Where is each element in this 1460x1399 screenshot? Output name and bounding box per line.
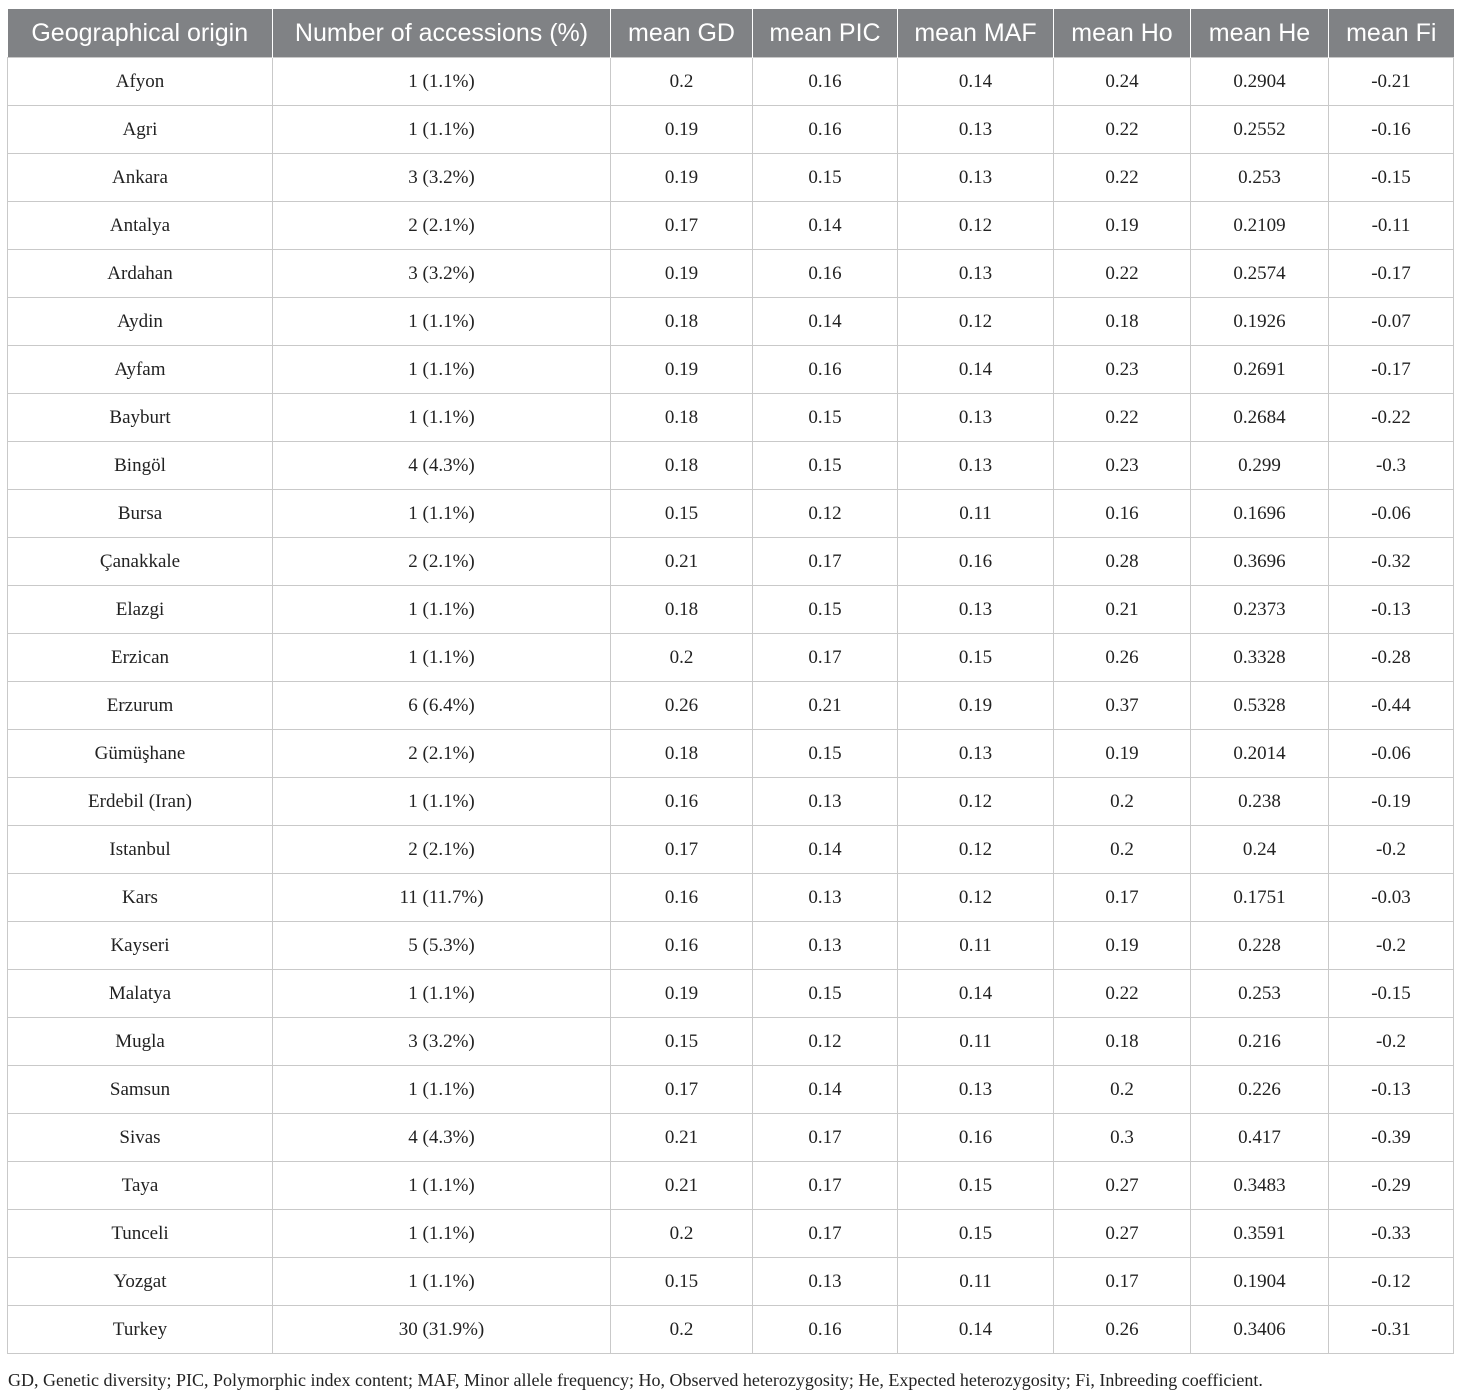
table-cell: 0.3696 [1191,538,1329,586]
table-cell: 0.16 [611,874,753,922]
table-cell: 0.19 [1054,922,1191,970]
table-row [8,1306,1454,1354]
table-cell: -0.13 [1329,586,1454,634]
table-cell: 0.13 [753,922,898,970]
table-row [8,1114,1454,1162]
table-cell: 0.12 [898,298,1054,346]
table-cell: Çanakkale [8,538,273,586]
table-cell: Bursa [8,490,273,538]
table-cell: 0.26 [1054,634,1191,682]
table-cell: 0.19 [611,346,753,394]
table-cell: 1 (1.1%) [273,58,611,106]
table-cell: Ayfam [8,346,273,394]
table-cell: 0.16 [753,58,898,106]
table-cell: 1 (1.1%) [273,298,611,346]
table-cell: 0.2 [1054,778,1191,826]
table-cell: 0.17 [753,1114,898,1162]
table-cell: 0.16 [1054,490,1191,538]
table-cell: Afyon [8,58,273,106]
table-cell: Sivas [8,1114,273,1162]
table-row [8,202,1454,250]
table-row [8,442,1454,490]
table-cell: -0.33 [1329,1210,1454,1258]
table-cell: 0.228 [1191,922,1329,970]
table-cell: 0.15 [898,634,1054,682]
table-cell: 3 (3.2%) [273,154,611,202]
table-row [8,106,1454,154]
table-cell: 0.17 [1054,874,1191,922]
table-row [8,874,1454,922]
table-row [8,250,1454,298]
table-row [8,922,1454,970]
table-cell: -0.21 [1329,58,1454,106]
table-cell: 0.26 [1054,1306,1191,1354]
table-row [8,778,1454,826]
table-cell: 0.22 [1054,106,1191,154]
table-cell: Antalya [8,202,273,250]
table-cell: 0.15 [753,442,898,490]
column-header: Geographical origin [8,9,273,58]
table-cell: 0.14 [753,826,898,874]
table-cell: 0.14 [898,346,1054,394]
table-cell: Gümüşhane [8,730,273,778]
table-cell: 0.16 [753,106,898,154]
table-cell: 0.21 [611,1162,753,1210]
table-cell: -0.15 [1329,154,1454,202]
table-cell: Kayseri [8,922,273,970]
table-cell: 6 (6.4%) [273,682,611,730]
table-cell: 0.11 [898,490,1054,538]
table-cell: 0.15 [753,154,898,202]
table-cell: 0.19 [1054,202,1191,250]
table-cell: 0.17 [753,634,898,682]
table-cell: 11 (11.7%) [273,874,611,922]
table-cell: 0.13 [753,778,898,826]
table-cell: 0.1926 [1191,298,1329,346]
table-cell: 0.2904 [1191,58,1329,106]
table-cell: 0.2109 [1191,202,1329,250]
table-row [8,538,1454,586]
table-cell: 0.18 [611,394,753,442]
table-cell: Samsun [8,1066,273,1114]
table-cell: 0.17 [611,202,753,250]
table-cell: 0.16 [898,538,1054,586]
table-row [8,1066,1454,1114]
column-header: mean Ho [1054,9,1191,58]
table-cell: -0.15 [1329,970,1454,1018]
table-row [8,58,1454,106]
table-cell: 4 (4.3%) [273,1114,611,1162]
table-cell: -0.07 [1329,298,1454,346]
table-cell: 30 (31.9%) [273,1306,611,1354]
table-cell: Aydin [8,298,273,346]
table-cell: 0.27 [1054,1210,1191,1258]
table-cell: 0.2 [611,58,753,106]
table-cell: 0.12 [898,778,1054,826]
table-cell: 3 (3.2%) [273,250,611,298]
table-cell: -0.12 [1329,1258,1454,1306]
table-cell: -0.31 [1329,1306,1454,1354]
table-cell: -0.17 [1329,346,1454,394]
table-cell: 0.21 [1054,586,1191,634]
table-cell: 0.12 [753,490,898,538]
table-cell: 1 (1.1%) [273,490,611,538]
table-cell: Turkey [8,1306,273,1354]
table-cell: Istanbul [8,826,273,874]
table-header [8,9,1454,58]
table-cell: 0.11 [898,1018,1054,1066]
table-cell: -0.32 [1329,538,1454,586]
table-cell: Tunceli [8,1210,273,1258]
table-cell: 0.299 [1191,442,1329,490]
table-cell: 0.21 [611,1114,753,1162]
table-cell: -0.17 [1329,250,1454,298]
table-cell: 0.2 [1054,1066,1191,1114]
table-cell: 0.18 [611,730,753,778]
table-cell: 0.24 [1191,826,1329,874]
table-cell: 1 (1.1%) [273,778,611,826]
table-row [8,1210,1454,1258]
table-cell: 0.16 [611,778,753,826]
table-cell: -0.3 [1329,442,1454,490]
table-cell: 0.17 [1054,1258,1191,1306]
table-cell: Malatya [8,970,273,1018]
table-cell: 0.27 [1054,1162,1191,1210]
table-cell: -0.06 [1329,490,1454,538]
table-cell: -0.16 [1329,106,1454,154]
table-cell: 1 (1.1%) [273,106,611,154]
table-cell: 1 (1.1%) [273,1258,611,1306]
table-cell: -0.39 [1329,1114,1454,1162]
table-cell: 0.14 [898,58,1054,106]
table-cell: 0.19 [898,682,1054,730]
table-footnote: GD, Genetic diversity; PIC, Polymorphic index content; MAF, Minor allele frequency; Ho, Observed heterozygosity; He, Expected heterozygosity; Fi, Inbreeding coefficient. [8,1370,1263,1390]
table-cell: Erdebil (Iran) [8,778,273,826]
table-cell: 0.3 [1054,1114,1191,1162]
table-cell: 0.23 [1054,346,1191,394]
table-cell: Taya [8,1162,273,1210]
table-cell: 0.253 [1191,970,1329,1018]
table-cell: 0.2014 [1191,730,1329,778]
table-cell: 0.15 [611,490,753,538]
table-cell: 1 (1.1%) [273,1210,611,1258]
table-cell: -0.06 [1329,730,1454,778]
table-cell: 0.238 [1191,778,1329,826]
table-cell: 0.19 [611,250,753,298]
table-cell: Kars [8,874,273,922]
column-header: mean PIC [753,9,898,58]
table-row [8,730,1454,778]
table-cell: 0.3406 [1191,1306,1329,1354]
table-cell: 0.15 [611,1258,753,1306]
table-cell: 1 (1.1%) [273,394,611,442]
table-cell: 0.14 [898,1306,1054,1354]
table-cell: 0.417 [1191,1114,1329,1162]
table-cell: 0.253 [1191,154,1329,202]
table-cell: -0.03 [1329,874,1454,922]
table-cell: 0.16 [611,922,753,970]
table-cell: 0.15 [898,1210,1054,1258]
table-cell: 0.13 [898,394,1054,442]
table-cell: 0.2691 [1191,346,1329,394]
table-cell: 1 (1.1%) [273,970,611,1018]
column-header: mean Fi [1329,9,1454,58]
table-cell: 0.37 [1054,682,1191,730]
table-cell: 2 (2.1%) [273,538,611,586]
table-cell: 0.12 [753,1018,898,1066]
table-cell: 1 (1.1%) [273,634,611,682]
table-cell: 4 (4.3%) [273,442,611,490]
table-cell: 0.13 [753,1258,898,1306]
table-cell: -0.13 [1329,1066,1454,1114]
table-row [8,1258,1454,1306]
table-cell: 0.16 [753,250,898,298]
table-cell: 0.17 [611,1066,753,1114]
table-cell: 0.2 [611,634,753,682]
table-cell: 0.14 [898,970,1054,1018]
table-body [8,58,1454,1354]
table-cell: -0.11 [1329,202,1454,250]
table-cell: 2 (2.1%) [273,202,611,250]
table-cell: 0.17 [753,1162,898,1210]
table-cell: 0.15 [753,730,898,778]
table-cell: 0.15 [753,394,898,442]
table-cell: 0.12 [898,874,1054,922]
table-cell: 0.2373 [1191,586,1329,634]
table-cell: 0.1751 [1191,874,1329,922]
table-cell: 0.2 [611,1306,753,1354]
table-cell: 0.13 [898,1066,1054,1114]
data-table-container [7,9,1453,1354]
table-cell: -0.2 [1329,826,1454,874]
table-row [8,826,1454,874]
table-cell: 0.5328 [1191,682,1329,730]
table-cell: 0.15 [611,1018,753,1066]
table-cell: 0.18 [611,298,753,346]
table-row [8,970,1454,1018]
table-cell: -0.44 [1329,682,1454,730]
table-cell: 0.22 [1054,250,1191,298]
table-cell: 0.13 [898,154,1054,202]
table-cell: 0.11 [898,1258,1054,1306]
table-cell: 0.15 [898,1162,1054,1210]
table-cell: 1 (1.1%) [273,586,611,634]
table-cell: 0.11 [898,922,1054,970]
table-cell: 0.12 [898,826,1054,874]
table-cell: 0.18 [611,442,753,490]
column-header: mean MAF [898,9,1054,58]
table-cell: 1 (1.1%) [273,1162,611,1210]
table-cell: 0.13 [753,874,898,922]
table-cell: -0.22 [1329,394,1454,442]
table-cell: 0.19 [611,106,753,154]
genetic-diversity-table [7,9,1454,1354]
table-cell: 0.3591 [1191,1210,1329,1258]
table-row [8,346,1454,394]
table-row [8,298,1454,346]
table-cell: 0.2 [611,1210,753,1258]
table-row [8,394,1454,442]
table-cell: 0.18 [1054,298,1191,346]
table-cell: 0.18 [1054,1018,1191,1066]
table-row [8,490,1454,538]
table-cell: 0.3328 [1191,634,1329,682]
table-cell: 0.22 [1054,154,1191,202]
table-cell: 0.2552 [1191,106,1329,154]
table-cell: 0.226 [1191,1066,1329,1114]
table-cell: Elazgi [8,586,273,634]
table-cell: 0.13 [898,250,1054,298]
table-cell: 0.26 [611,682,753,730]
table-cell: 0.17 [753,1210,898,1258]
table-cell: 0.19 [611,970,753,1018]
table-cell: 3 (3.2%) [273,1018,611,1066]
table-row [8,682,1454,730]
table-cell: 2 (2.1%) [273,826,611,874]
table-row [8,1018,1454,1066]
table-cell: 0.28 [1054,538,1191,586]
table-cell: 0.17 [753,538,898,586]
table-cell: 0.16 [753,1306,898,1354]
table-cell: 0.216 [1191,1018,1329,1066]
table-cell: 0.23 [1054,442,1191,490]
table-cell: 0.18 [611,586,753,634]
table-cell: 0.3483 [1191,1162,1329,1210]
table-cell: 0.17 [611,826,753,874]
table-cell: 0.13 [898,586,1054,634]
table-cell: 0.19 [611,154,753,202]
table-cell: -0.19 [1329,778,1454,826]
table-cell: -0.2 [1329,922,1454,970]
table-cell: 5 (5.3%) [273,922,611,970]
table-row [8,154,1454,202]
table-cell: 0.2684 [1191,394,1329,442]
table-cell: 0.15 [753,970,898,1018]
table-cell: Ardahan [8,250,273,298]
table-cell: 2 (2.1%) [273,730,611,778]
table-row [8,634,1454,682]
column-header: mean He [1191,9,1329,58]
table-row [8,586,1454,634]
table-cell: 0.22 [1054,970,1191,1018]
table-cell: Bingöl [8,442,273,490]
table-cell: Mugla [8,1018,273,1066]
table-cell: 0.16 [898,1114,1054,1162]
table-cell: Yozgat [8,1258,273,1306]
table-cell: Bayburt [8,394,273,442]
table-cell: 0.13 [898,442,1054,490]
table-row [8,1162,1454,1210]
table-cell: 0.15 [753,586,898,634]
table-cell: 0.14 [753,202,898,250]
table-cell: 0.2 [1054,826,1191,874]
table-cell: 0.14 [753,298,898,346]
table-cell: 0.13 [898,106,1054,154]
table-cell: 1 (1.1%) [273,1066,611,1114]
table-cell: 1 (1.1%) [273,346,611,394]
table-cell: 0.14 [753,1066,898,1114]
table-cell: 0.19 [1054,730,1191,778]
table-cell: 0.13 [898,730,1054,778]
table-cell: -0.2 [1329,1018,1454,1066]
table-cell: 0.21 [753,682,898,730]
table-cell: -0.28 [1329,634,1454,682]
table-cell: 0.21 [611,538,753,586]
table-cell: -0.29 [1329,1162,1454,1210]
table-cell: Ankara [8,154,273,202]
table-cell: 0.22 [1054,394,1191,442]
table-cell: 0.2574 [1191,250,1329,298]
table-cell: Erzurum [8,682,273,730]
table-cell: Erzican [8,634,273,682]
table-cell: 0.1696 [1191,490,1329,538]
table-cell: 0.24 [1054,58,1191,106]
column-header: Number of accessions (%) [273,9,611,58]
column-header: mean GD [611,9,753,58]
table-cell: 0.16 [753,346,898,394]
header-row [8,9,1454,58]
table-cell: 0.1904 [1191,1258,1329,1306]
table-cell: 0.12 [898,202,1054,250]
table-cell: Agri [8,106,273,154]
